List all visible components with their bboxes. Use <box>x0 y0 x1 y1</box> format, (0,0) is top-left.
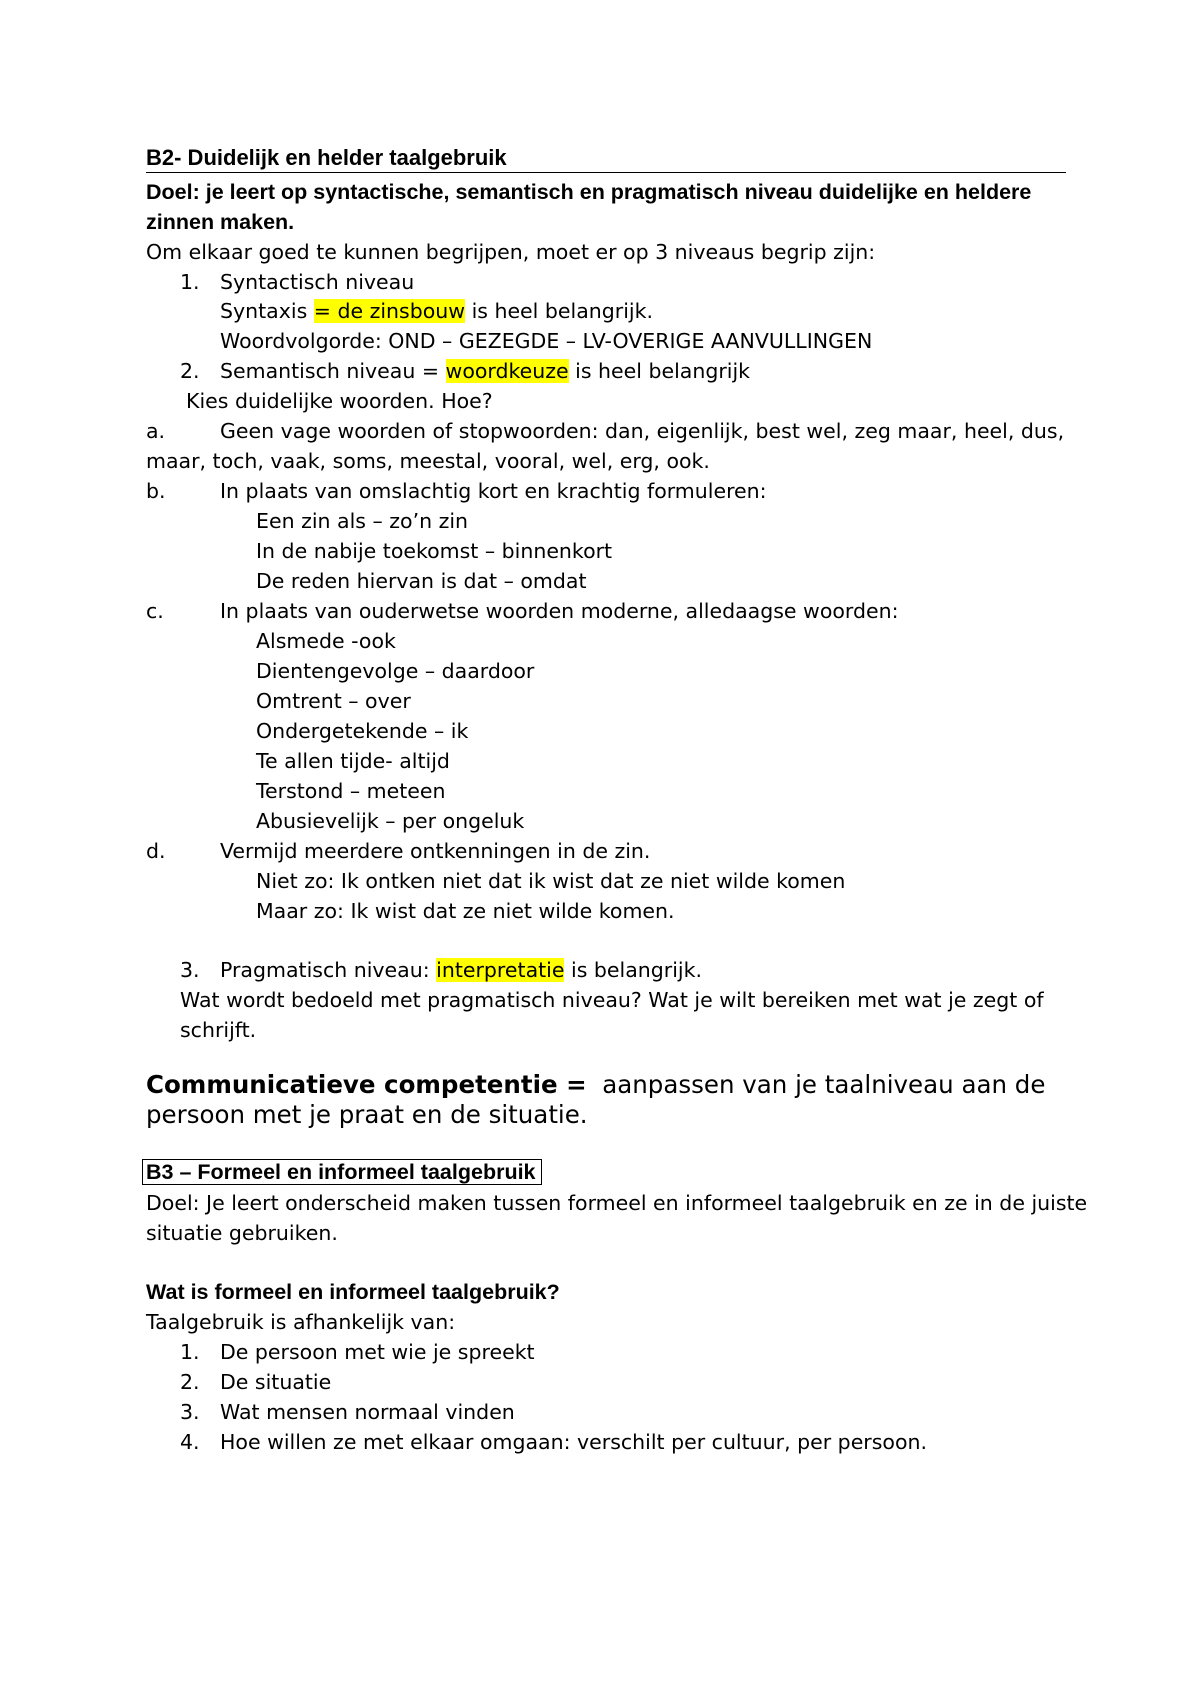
level2-how: Kies duidelijke woorden. Hoe? <box>186 389 493 413</box>
point-c-example: Dientengevolge – daardoor <box>256 659 535 683</box>
list-item-text: Wat mensen normaal vinden <box>220 1400 515 1424</box>
point-c-example: Ondergetekende – ik <box>256 719 469 743</box>
section-b3-depends: Taalgebruik is afhankelijk van: <box>146 1310 456 1334</box>
level3-post: is belangrijk. <box>564 958 702 982</box>
level3-heading <box>180 955 702 985</box>
point-a-cont: maar, toch, vaak, soms, meestal, vooral, wel, erg, ook. <box>146 449 710 473</box>
level2-number: 2. <box>180 359 200 383</box>
point-d-text: Vermijd meerdere ontkenningen in de zin. <box>220 839 651 863</box>
level2-heading <box>180 356 750 386</box>
level1-syntax <box>220 296 653 326</box>
point-c-text: In plaats van ouderwetse woorden moderne, alledaagse woorden: <box>220 599 899 623</box>
level3-question: Wat wordt bedoeld met pragmatisch niveau? Wat je wilt bereiken met wat je zegt of <box>180 988 1044 1012</box>
list-item-text: Hoe willen ze met elkaar omgaan: verschilt per cultuur, per persoon. <box>220 1430 928 1454</box>
point-d-example: Niet zo: Ik ontken niet dat ik wist dat ze niet wilde komen <box>256 869 846 893</box>
point-c-example: Terstond – meteen <box>256 779 446 803</box>
section-b3-goal: Doel: Je leert onderscheid maken tussen formeel en informeel taalgebruik en ze in de juiste <box>146 1191 1088 1215</box>
point-b <box>146 476 767 506</box>
list-item <box>180 1337 535 1367</box>
point-d-example: Maar zo: Ik wist dat ze niet wilde komen. <box>256 899 675 923</box>
competence-definition: aanpassen van je taalniveau aan de <box>602 1070 1046 1099</box>
list-item-number: 1. <box>180 1340 200 1364</box>
point-a-marker: a. <box>146 419 166 443</box>
title-underline <box>146 172 1066 173</box>
point-b-marker: b. <box>146 479 166 503</box>
list-item-text: De situatie <box>220 1370 332 1394</box>
level1-heading <box>180 267 414 297</box>
list-item <box>180 1397 515 1427</box>
level2-post: is heel belangrijk <box>568 359 751 383</box>
section-b2-goal-cont: zinnen maken. <box>146 210 295 234</box>
list-item-number: 4. <box>180 1430 200 1454</box>
point-b-example: In de nabije toekomst – binnenkort <box>256 539 613 563</box>
list-item <box>180 1367 331 1397</box>
level3-number: 3. <box>180 958 200 982</box>
section-b3-goal-cont: situatie gebruiken. <box>146 1221 338 1245</box>
section-b2-title: B2- Duidelijk en helder taalgebruik <box>146 145 507 170</box>
level1-number: 1. <box>180 270 200 294</box>
point-a-text: Geen vage woorden of stopwoorden: dan, eigenlijk, best wel, zeg maar, heel, dus, <box>220 419 1065 443</box>
level3-pre: Pragmatisch niveau: <box>220 958 437 982</box>
section-b2-goal: Doel: je leert op syntactische, semantisch en pragmatisch niveau duidelijke en heldere <box>146 180 1032 204</box>
level3-highlight: interpretatie <box>436 958 565 982</box>
list-item <box>180 1427 927 1457</box>
point-c <box>146 596 899 626</box>
section-b3-title: B3 – Formeel en informeel taalgebruik <box>142 1159 542 1185</box>
level1-label: Syntactisch niveau <box>220 270 415 294</box>
list-item-number: 3. <box>180 1400 200 1424</box>
level1-word-order: Woordvolgorde: OND – GEZEGDE – LV-OVERIGE AANVULLINGEN <box>220 329 873 353</box>
section-b2-intro: Om elkaar goed te kunnen begrijpen, moet er op 3 niveaus begrip zijn: <box>146 240 876 264</box>
point-d-marker: d. <box>146 839 166 863</box>
point-c-marker: c. <box>146 599 164 623</box>
point-c-example: Abusievelijk – per ongeluk <box>256 809 525 833</box>
level2-highlight: woordkeuze <box>445 359 569 383</box>
point-d <box>146 836 650 866</box>
section-b3-question: Wat is formeel en informeel taalgebruik? <box>146 1280 560 1304</box>
point-b-example: De reden hiervan is dat – omdat <box>256 569 587 593</box>
competence-line <box>146 1069 1045 1101</box>
level3-question-cont: schrijft. <box>180 1018 257 1042</box>
section-b3-heading <box>146 1157 542 1187</box>
syntax-highlight: = de zinsbouw <box>313 299 466 323</box>
list-item-text: De persoon met wie je spreekt <box>220 1340 535 1364</box>
point-c-example: Alsmede -ook <box>256 629 396 653</box>
syntax-text-pre: Syntaxis <box>220 299 314 323</box>
level2-pre: Semantisch niveau = <box>220 359 446 383</box>
point-b-example: Een zin als – zo’n zin <box>256 509 469 533</box>
point-c-example: Omtrent – over <box>256 689 411 713</box>
competence-term: Communicatieve competentie = <box>146 1070 587 1099</box>
point-a <box>146 416 1064 446</box>
point-b-text: In plaats van omslachtig kort en krachtig formuleren: <box>220 479 767 503</box>
list-item-number: 2. <box>180 1370 200 1394</box>
point-c-example: Te allen tijde- altijd <box>256 749 450 773</box>
competence-definition-cont: persoon met je praat en de situatie. <box>146 1100 588 1129</box>
syntax-text-post: is heel belangrijk. <box>465 299 653 323</box>
